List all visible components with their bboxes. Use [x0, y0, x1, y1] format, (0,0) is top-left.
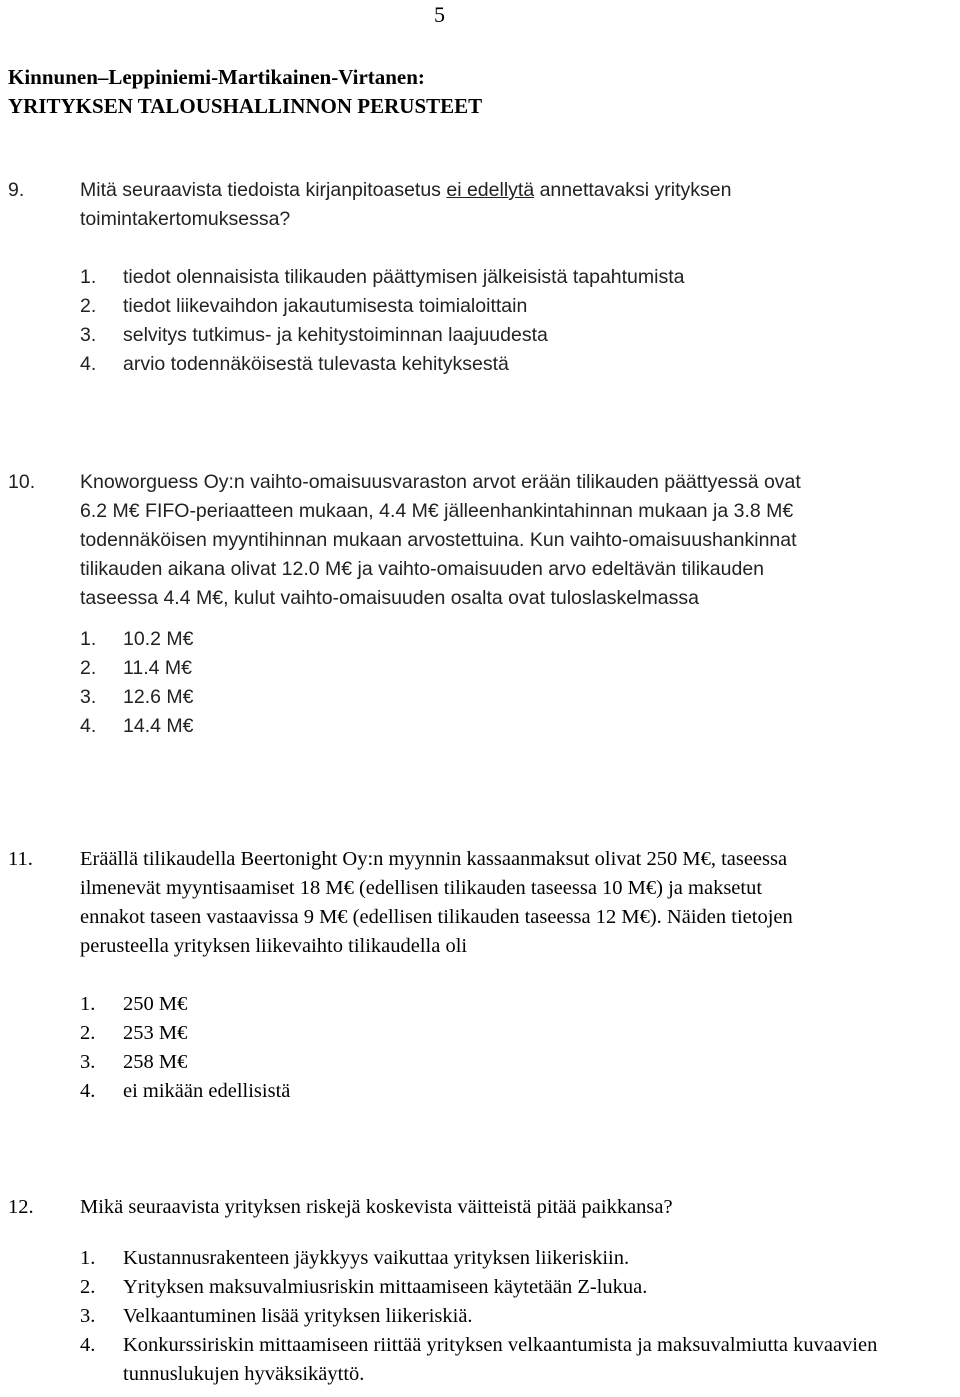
- options-list: [80, 990, 953, 1106]
- question-10: [8, 468, 953, 741]
- question-number: 11.: [8, 848, 33, 870]
- page-number: 5: [434, 2, 445, 27]
- option-item: 1. Kustannusrakenteen jäykkyys vaikuttaa yrityksen liikeriskiin.: [80, 1247, 630, 1269]
- question-number: 10.: [8, 471, 36, 493]
- question-12: [8, 1193, 953, 1389]
- option-item: 4. Konkurssiriskin mittaamiseen riittää yrityksen velkaantumista ja maksuvalmiutta kuvaavien tunnuslukujen hyväksikäyttö.: [80, 1334, 878, 1385]
- option-item: 2. 253 M€: [80, 1022, 188, 1044]
- option-item: 1. tiedot olennaisista tilikauden päättymisen jälkeisistä tapahtumista: [80, 266, 685, 288]
- question-text: Mikä seuraavista yrityksen riskejä koskevista väitteistä pitää paikkansa?: [80, 1196, 673, 1218]
- question-number: 12.: [8, 1196, 34, 1218]
- option-item: 4. 14.4 M€: [80, 715, 194, 737]
- options-list: [80, 1244, 953, 1389]
- underlined-emphasis: ei edellytä: [446, 179, 535, 201]
- question-11: [8, 845, 953, 1106]
- option-item: 4. arvio todennäköisestä tulevasta kehityksestä: [80, 353, 509, 375]
- option-item: 3. 12.6 M€: [80, 686, 194, 708]
- option-item: 1. 250 M€: [80, 993, 188, 1015]
- question-number: 9.: [8, 179, 25, 201]
- options-list: [80, 263, 953, 379]
- question-text: Eräällä tilikaudella Beertonight Oy:n myynnin kassaanmaksut olivat 250 M€, taseessa ilmenevät myyntisaamiset 18 M€ (edellisen tilikauden taseessa 10 M€) ja maksetut ennakot taseen vastaavissa 9 M€ (edellisen tilikauden taseessa 12 M€). Näiden tietojen perusteella yrityksen liikevaihto tilikaudella oli: [80, 848, 793, 957]
- question-text: Mitä seuraavista tiedoista kirjanpitoasetus ei edellytä annettavaksi yrityksen toimintakertomuksessa?: [80, 179, 732, 230]
- options-list: [80, 625, 953, 741]
- option-item: 2. tiedot liikevaihdon jakautumisesta toimialoittain: [80, 295, 528, 317]
- document-header: [8, 63, 482, 121]
- option-item: 2. 11.4 M€: [80, 657, 193, 679]
- header-authors: Kinnunen–Leppiniemi-Martikainen-Virtanen:: [8, 65, 425, 89]
- option-item: 3. Velkaantuminen lisää yrityksen liikeriskiä.: [80, 1305, 473, 1327]
- option-item: 3. 258 M€: [80, 1051, 188, 1073]
- option-item: 3. selvitys tutkimus- ja kehitystoiminnan laajuudesta: [80, 324, 548, 346]
- option-item: 1. 10.2 M€: [80, 628, 194, 650]
- option-item: 4. ei mikään edellisistä: [80, 1080, 291, 1102]
- question-text: Knoworguess Oy:n vaihto-omaisuusvaraston arvot erään tilikauden päättyessä ovat 6.2 M€ FIFO-periaatteen mukaan, 4.4 M€ jälleenhankintahinnan mukaan ja 3.8 M€ todennäköisen myyntihinnan mukaan arvostettuina. Kun vaihto-omaisuushankinnat tilikauden aikana olivat 12.0 M€ ja vaihto-omaisuuden arvo edeltävän tilikauden taseessa 4.4 M€, kulut vaihto-omaisuuden osalta ovat tuloslaskelmassa: [80, 471, 801, 609]
- header-title: YRITYKSEN TALOUSHALLINNON PERUSTEET: [8, 94, 483, 118]
- option-item: 2. Yrityksen maksuvalmiusriskin mittaamiseen käytetään Z-lukua.: [80, 1276, 648, 1298]
- question-9: [8, 176, 953, 379]
